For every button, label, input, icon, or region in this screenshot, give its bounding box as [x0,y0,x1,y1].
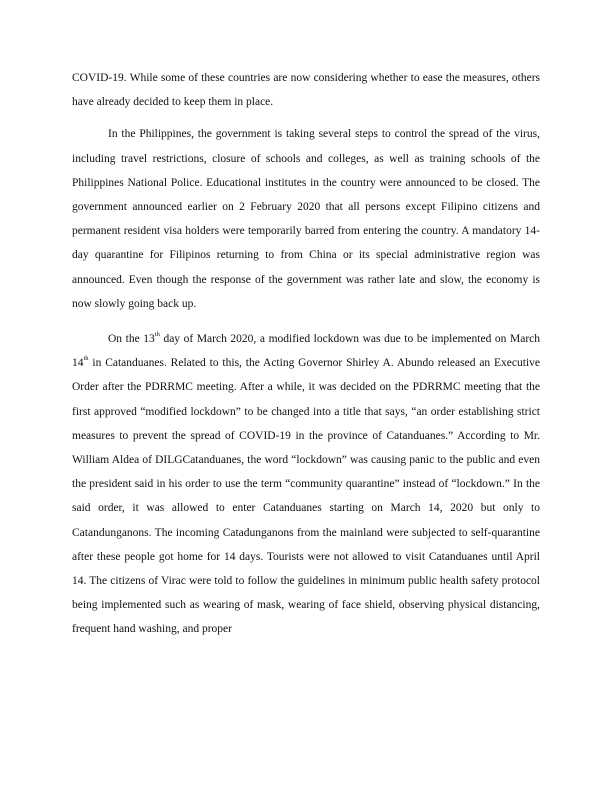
document-page [72,66,540,642]
paragraph-catanduanes-lockdown [72,327,540,642]
paragraph-text-segment: in Catanduanes. Related to this, the Acting Governor Shirley A. Abundo released an Executive Order after the PDRRMC meeting. After a while, it was decided on the PDRRMC meeting that the first approved “modified lockdown” to be changed into a title that says, “an order establishing strict measures to prevent the spread of COVID-19 in the province of Catanduanes.” According to Mr. William Aldea of DILGCatanduanes, the word “lockdown” was causing panic to the public and even the president said in his order to use the term “community quarantine” instead of “lockdown.” In the said order, it was allowed to enter Catanduanes starting on March 14, 2020 but only to Catandunganons. The incoming Catadunganons from the mainland were subjected to self-quarantine after these people got home for 14 days. Tourists were not allowed to visit Catanduanes until April 14. The citizens of Virac were told to follow the guidelines in minimum public health safety protocol being implemented such as wearing of mask, wearing of face shield, observing physical distancing, frequent hand washing, and proper [72,357,540,636]
ordinal-suffix: th [154,331,160,339]
paragraph-text-segment: day of March 2020, a modified lockdown was due to be implemented on March 14 [72,333,541,370]
paragraph-spacer [72,114,540,122]
paragraph-spacer [72,316,540,327]
paragraph-covid-measures: COVID-19. While some of these countries are now considering whether to ease the measures, others have already decided to keep them in place. [72,72,540,109]
paragraph-philippines-response: In the Philippines, the government is taking several steps to control the spread of the virus, including travel restrictions, closure of schools and colleges, as well as training schools of the Philippines National Police. Educational institutes in the country were announced to be closed. The government announced earlier on 2 February 2020 that all persons except Filipino citizens and permanent resident visa holders were temporarily barred from entering the country. A mandatory 14-day quarantine for Filipinos returning to from China or its special administrative region was announced. Even though the response of the government was rather late and slow, the economy is now slowly going back up. [72,128,540,310]
ordinal-suffix: th [83,355,89,363]
paragraph-text-segment: On the 13 [108,333,155,346]
